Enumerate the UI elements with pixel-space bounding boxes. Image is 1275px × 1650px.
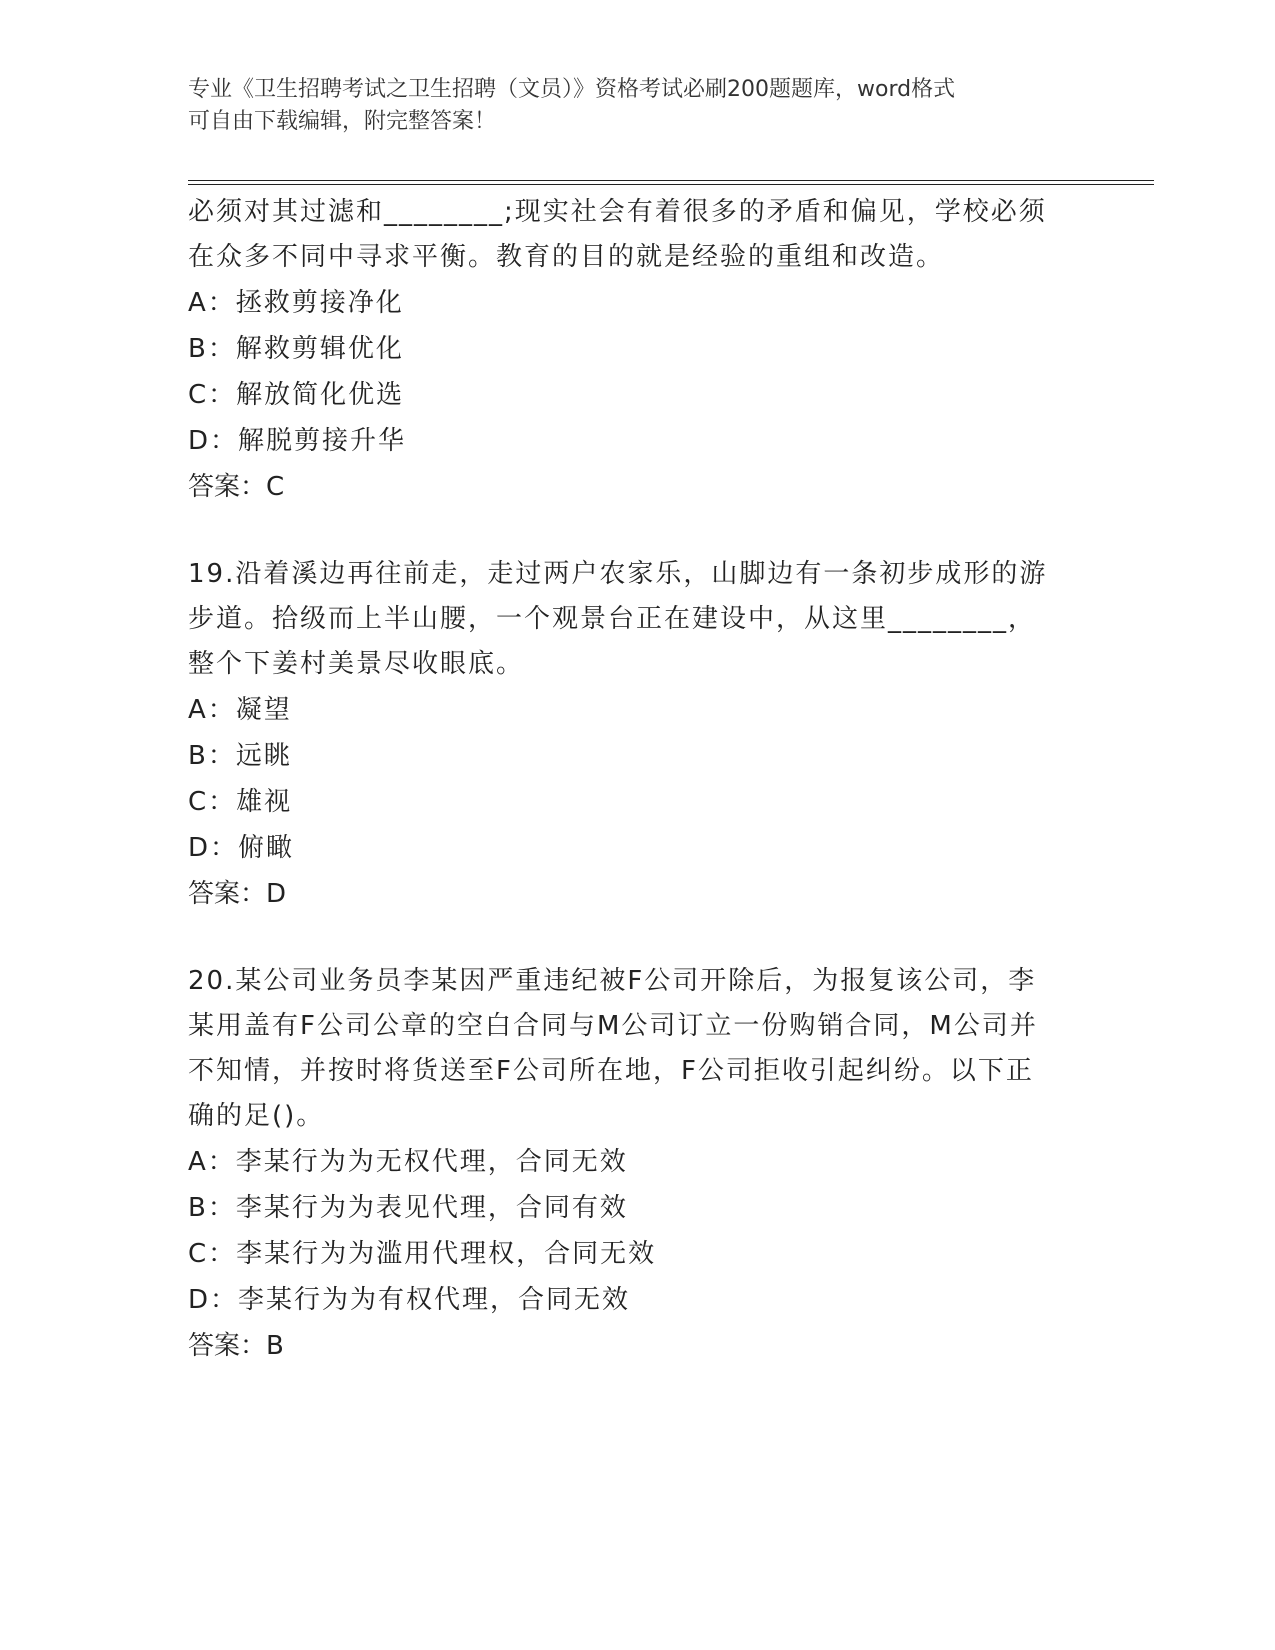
document-header <box>188 74 1088 138</box>
header-divider-top <box>188 180 1154 181</box>
question-19-option-b: B：远眺 <box>188 741 292 771</box>
question-19-option-c: C：雄视 <box>188 787 293 817</box>
question-19-answer: 答案：D <box>188 879 287 909</box>
question-19-option-a: A：凝望 <box>188 695 292 725</box>
question-20-stem-line-4: 确的足()。 <box>188 1101 325 1131</box>
header-line-1: 专业《卫生招聘考试之卫生招聘（文员）》资格考试必刷200题题库，word格式 <box>188 77 956 102</box>
question-20-answer: 答案：B <box>188 1331 284 1361</box>
question-20-stem-line-2: 某用盖有F公司公章的空白合同与M公司订立一份购销合同，M公司并 <box>188 1011 1038 1041</box>
header-line-2: 可自由下载编辑，附完整答案！ <box>188 109 497 134</box>
question-18-stem-line-1: 必须对其过滤和________;现实社会有着很多的矛盾和偏见，学校必须 <box>188 197 1047 227</box>
question-20-option-c: C：李某行为为滥用代理权，合同无效 <box>188 1239 657 1269</box>
question-list <box>188 190 1088 1411</box>
question-20-option-b: B：李某行为为表见代理，合同有效 <box>188 1193 628 1223</box>
question-18 <box>188 190 1088 510</box>
question-18-stem-line-2: 在众多不同中寻求平衡。教育的目的就是经验的重组和改造。 <box>188 242 945 272</box>
question-20-stem-line-1: 20.某公司业务员李某因严重违纪被F公司开除后，为报复该公司，李 <box>188 966 1037 996</box>
question-18-answer: 答案：C <box>188 472 285 502</box>
question-19-option-d: D：俯瞰 <box>188 833 295 863</box>
header-divider-bottom <box>188 184 1154 185</box>
question-18-option-a: A：拯救剪接净化 <box>188 288 404 318</box>
question-20 <box>188 959 1088 1369</box>
question-19-stem-line-1: 19.沿着溪边再往前走，走过两户农家乐，山脚边有一条初步成形的游 <box>188 559 1048 589</box>
question-20-option-a: A：李某行为为无权代理，合同无效 <box>188 1147 628 1177</box>
question-18-option-d: D：解脱剪接升华 <box>188 426 407 456</box>
question-18-option-b: B：解救剪辑优化 <box>188 334 404 364</box>
question-19-stem-line-3: 整个下姜村美景尽收眼底。 <box>188 649 525 679</box>
question-19 <box>188 552 1088 917</box>
question-19-stem-line-2: 步道。拾级而上半山腰，一个观景台正在建设中，从这里________， <box>188 604 1037 634</box>
question-18-option-c: C：解放简化优选 <box>188 380 405 410</box>
question-20-stem-line-3: 不知情，并按时将货送至F公司所在地，F公司拒收引起纠纷。以下正 <box>188 1056 1034 1086</box>
question-20-option-d: D：李某行为为有权代理，合同无效 <box>188 1285 631 1315</box>
